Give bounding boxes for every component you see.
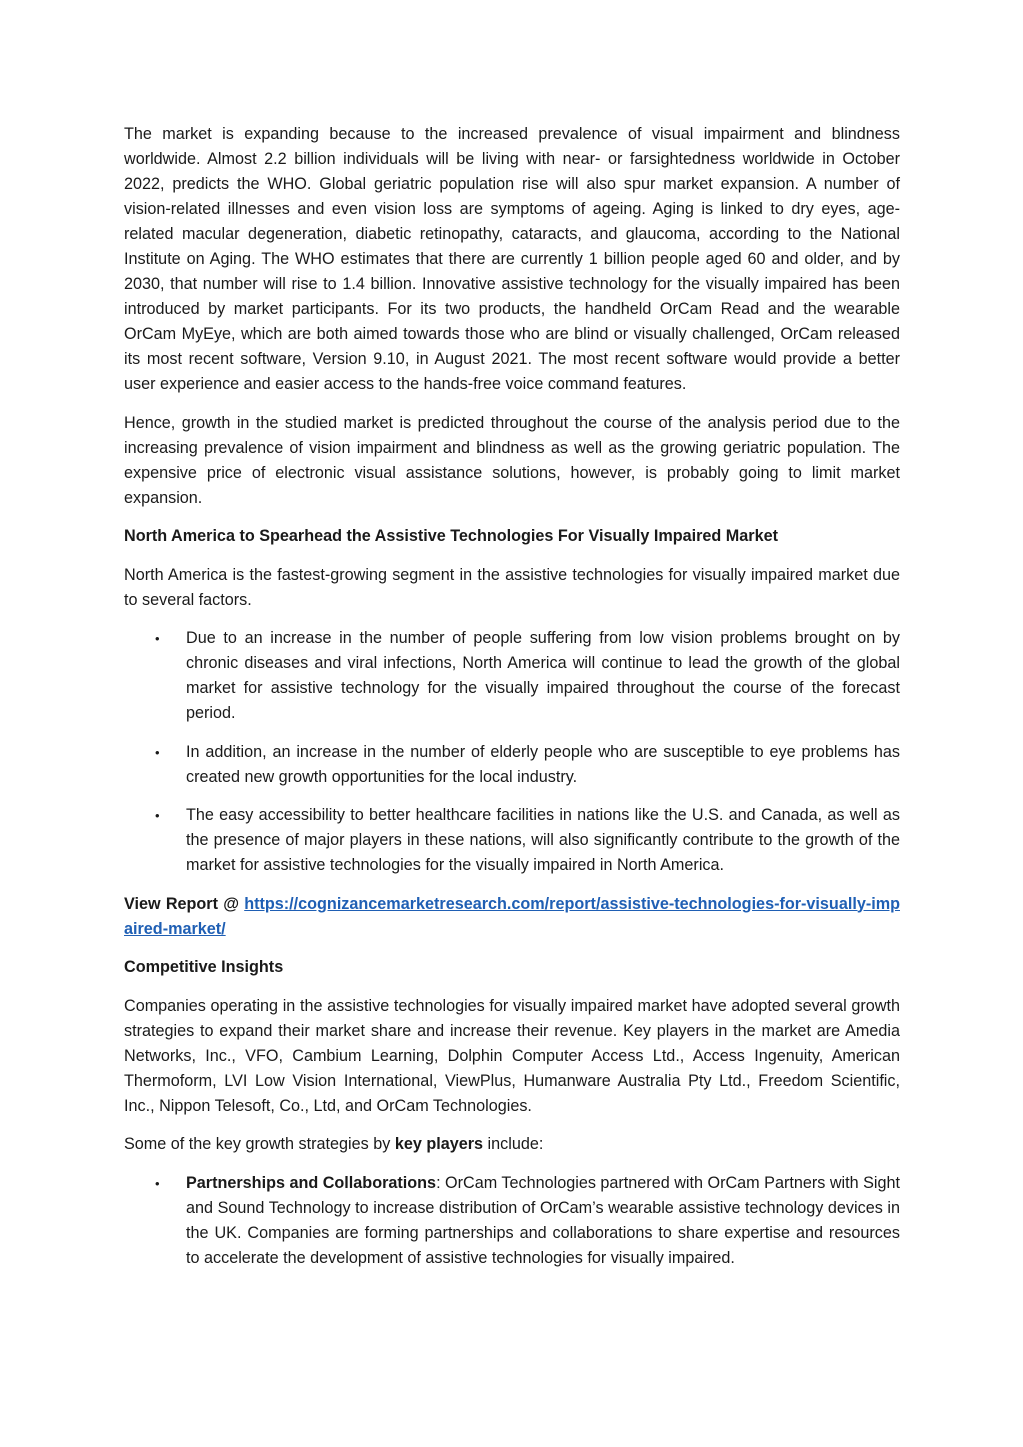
paragraph-growth-outlook: Hence, growth in the studied market is predicted throughout the course of the analysis period due to the increasing prevalence of vision impairment and blindness as well as the growing geriatric population. The expensive price of electronic visual assistance solutions, however, is probably going to limit market expansion. bbox=[124, 413, 900, 507]
bullet-icon: • bbox=[155, 808, 160, 823]
view-report-label: View Report @ bbox=[124, 894, 245, 913]
list-item bbox=[155, 803, 900, 878]
list-item bbox=[155, 740, 900, 790]
strategy-text: : OrCam Technologies partnered with OrCam Partners with Sight and Sound Technology to increase distribution of OrCam’s wearable assistive technology devices in the UK. Companies are forming partnerships and collaborations to share expertise and resources to accelerate the development of assistive technologies for visually impaired. bbox=[186, 1173, 900, 1267]
paragraph-key-strategies bbox=[124, 1132, 900, 1157]
strategies-bullet-list bbox=[124, 1171, 900, 1271]
list-item-text: Due to an increase in the number of people suffering from low vision problems brought on by chronic diseases and viral infections, North America will continue to lead the growth of the global market for assistive technology for the visually impaired throughout the course of the forecast period. bbox=[186, 629, 900, 722]
strategies-bold: key players bbox=[394, 1135, 484, 1153]
list-item bbox=[155, 626, 900, 726]
view-report-line bbox=[124, 892, 900, 942]
strategy-title: Partnerships and Collaborations bbox=[186, 1173, 437, 1192]
bullet-icon: • bbox=[155, 1175, 160, 1191]
bullet-icon: • bbox=[155, 744, 160, 760]
document-page bbox=[124, 122, 900, 1284]
heading-competitive-insights: Competitive Insights bbox=[124, 958, 284, 976]
paragraph-market-expansion: The market is expanding because to the increased prevalence of visual impairment and blindness worldwide. Almost 2.2 billion individuals will be living with near- or farsightedness worldwide in October 2022, predicts the WHO. Global geriatric population rise will also spur market expansion. A number of vision-related illnesses and even vision loss are symptoms of ageing. Aging is linked to dry eyes, age-related macular degeneration, diabetic retinopathy, cataracts, and glaucoma, according to the National Institute on Aging. The WHO estimates that there are currently 1 billion people aged 60 and older, and by 2030, that number will rise to 1.4 billion. Innovative assistive technology for the visually impaired has been introduced by market participants. For its two products, the handheld OrCam Read and the wearable OrCam MyEye, which are both aimed towards those who are blind or visually challenged, OrCam released its most recent software, Version 9.10, in August 2021. The most recent software would provide a better user experience and easier access to the hands-free voice command features. bbox=[124, 125, 900, 393]
paragraph-north-america-intro: North America is the fastest-growing segment in the assistive technologies for visually impaired market due to several factors. bbox=[124, 565, 900, 609]
list-item-text: The easy accessibility to better healthcare facilities in nations like the U.S. and Canada, as well as the presence of major players in these nations, will also significantly contribute to the growth of the market for assistive technologies for the visually impaired in North America. bbox=[186, 806, 900, 874]
bullet-icon: • bbox=[155, 631, 160, 646]
list-item-text: In addition, an increase in the number of elderly people who are susceptible to eye problems has created new growth opportunities for the local industry. bbox=[186, 742, 900, 786]
strategies-suffix: include: bbox=[483, 1135, 544, 1153]
view-report-link[interactable]: https://cognizancemarketresearch.com/report/assistive-technologies-for-visually-impaired-market/ bbox=[124, 894, 900, 938]
north-america-bullet-list bbox=[124, 626, 900, 878]
list-item bbox=[155, 1171, 900, 1271]
strategies-prefix: Some of the key growth strategies by bbox=[124, 1135, 395, 1153]
heading-north-america: North America to Spearhead the Assistive Technologies For Visually Impaired Market bbox=[124, 527, 778, 545]
paragraph-competitive-insights: Companies operating in the assistive technologies for visually impaired market have adopted several growth strategies to expand their market share and increase their revenue. Key players in the market are Amedia Networks, Inc., VFO, Cambium Learning, Dolphin Computer Access Ltd., Access Ingenuity, American Thermoform, LVI Low Vision International, ViewPlus, Humanware Australia Pty Ltd., Freedom Scientific, Inc., Nippon Telesoft, Co., Ltd, and OrCam Technologies. bbox=[124, 996, 900, 1115]
